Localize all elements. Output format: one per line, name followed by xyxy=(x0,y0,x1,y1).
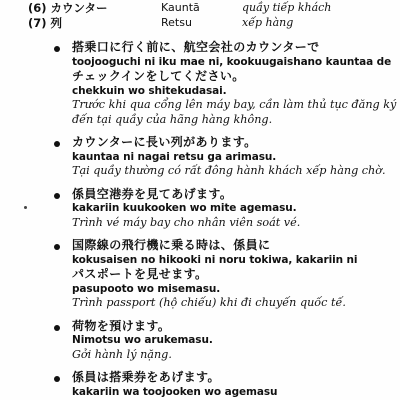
vocab-meaning: xếp hàng xyxy=(242,16,294,29)
vietnamese-line: Trình vé máy bay cho nhân viên soát vé. xyxy=(72,215,301,229)
sentence-list xyxy=(46,40,397,399)
romaji-line: Nimotsu wo arukemasu. xyxy=(72,334,213,346)
bullet-icon xyxy=(54,141,60,147)
sentence-entry xyxy=(46,187,390,231)
sentence-entry xyxy=(46,238,390,311)
entry-gap xyxy=(46,127,390,135)
vietnamese-line: Trước khi qua cổng lên máy bay, cần làm thủ tục đăng ký xyxy=(72,98,397,111)
vietnamese-line: Trình passport (hộ chiếu) khi đi chuyến quốc tế. xyxy=(72,296,346,309)
vietnamese-line: đến tại quầy của hãng hàng không. xyxy=(72,112,273,126)
romaji-line: kokusaisen no hikooki ni noru tokiwa, kakariin ni xyxy=(72,253,358,266)
sentence-entry xyxy=(46,370,390,399)
romaji-line: toojooguchi ni iku mae ni, kookuugaishano kauntaa de xyxy=(72,55,392,68)
entry-gap xyxy=(46,311,390,319)
vietnamese-line: Tại quầy thường có rất đông hành khách xếp hàng chờ. xyxy=(72,164,386,177)
japanese-line: 係員は搭乗券をあげます。 xyxy=(72,370,220,384)
sentence-entry xyxy=(46,135,390,179)
japanese-line: 係員空港券を見てあげます。 xyxy=(72,186,233,201)
vocab-number: (6) カウンター xyxy=(28,1,108,15)
entry-gap xyxy=(46,362,390,370)
bullet-icon xyxy=(54,376,60,382)
entry-gap xyxy=(46,230,390,238)
romaji-line: kakariin wa toojooken wo agemasu xyxy=(72,385,278,398)
romaji-line: chekkuin wo shitekudasai. xyxy=(72,84,227,97)
vocab-row xyxy=(28,15,388,31)
sentence-entry xyxy=(46,40,397,127)
japanese-line: カウンターに長い列があります。 xyxy=(72,135,257,149)
bullet-icon xyxy=(54,244,60,250)
romaji-line: pasupooto wo misemasu. xyxy=(72,282,221,295)
vietnamese-line: Gởi hành lý nặng. xyxy=(72,347,172,361)
vocab-meaning: quầy tiếp khách xyxy=(242,1,332,14)
vocab-number: (7) 列 xyxy=(28,16,63,30)
japanese-line: 国際線の飛行機に乗る時は、係員に xyxy=(72,238,271,252)
vocab-term: Kauntā xyxy=(161,1,200,14)
romaji-line: kakariin kuukooken wo mite agemasu. xyxy=(72,202,297,214)
japanese-line: 搭乗口に行く前に、航空会社のカウンターで xyxy=(72,40,320,54)
vocab-row xyxy=(28,0,388,16)
japanese-line: チェックインをしてください。 xyxy=(72,69,245,83)
japanese-line: パスポートを見せます。 xyxy=(72,267,208,281)
bullet-icon xyxy=(54,46,60,52)
sentence-entry xyxy=(46,319,390,363)
bullet-icon xyxy=(54,193,60,199)
entry-gap xyxy=(46,179,390,187)
japanese-line: 荷物を預けます。 xyxy=(72,318,171,333)
romaji-line: kauntaa ni nagai retsu ga arimasu. xyxy=(72,150,277,163)
stray-mark xyxy=(24,206,27,209)
vocab-term: Retsu xyxy=(161,16,192,29)
bullet-icon xyxy=(54,325,60,331)
